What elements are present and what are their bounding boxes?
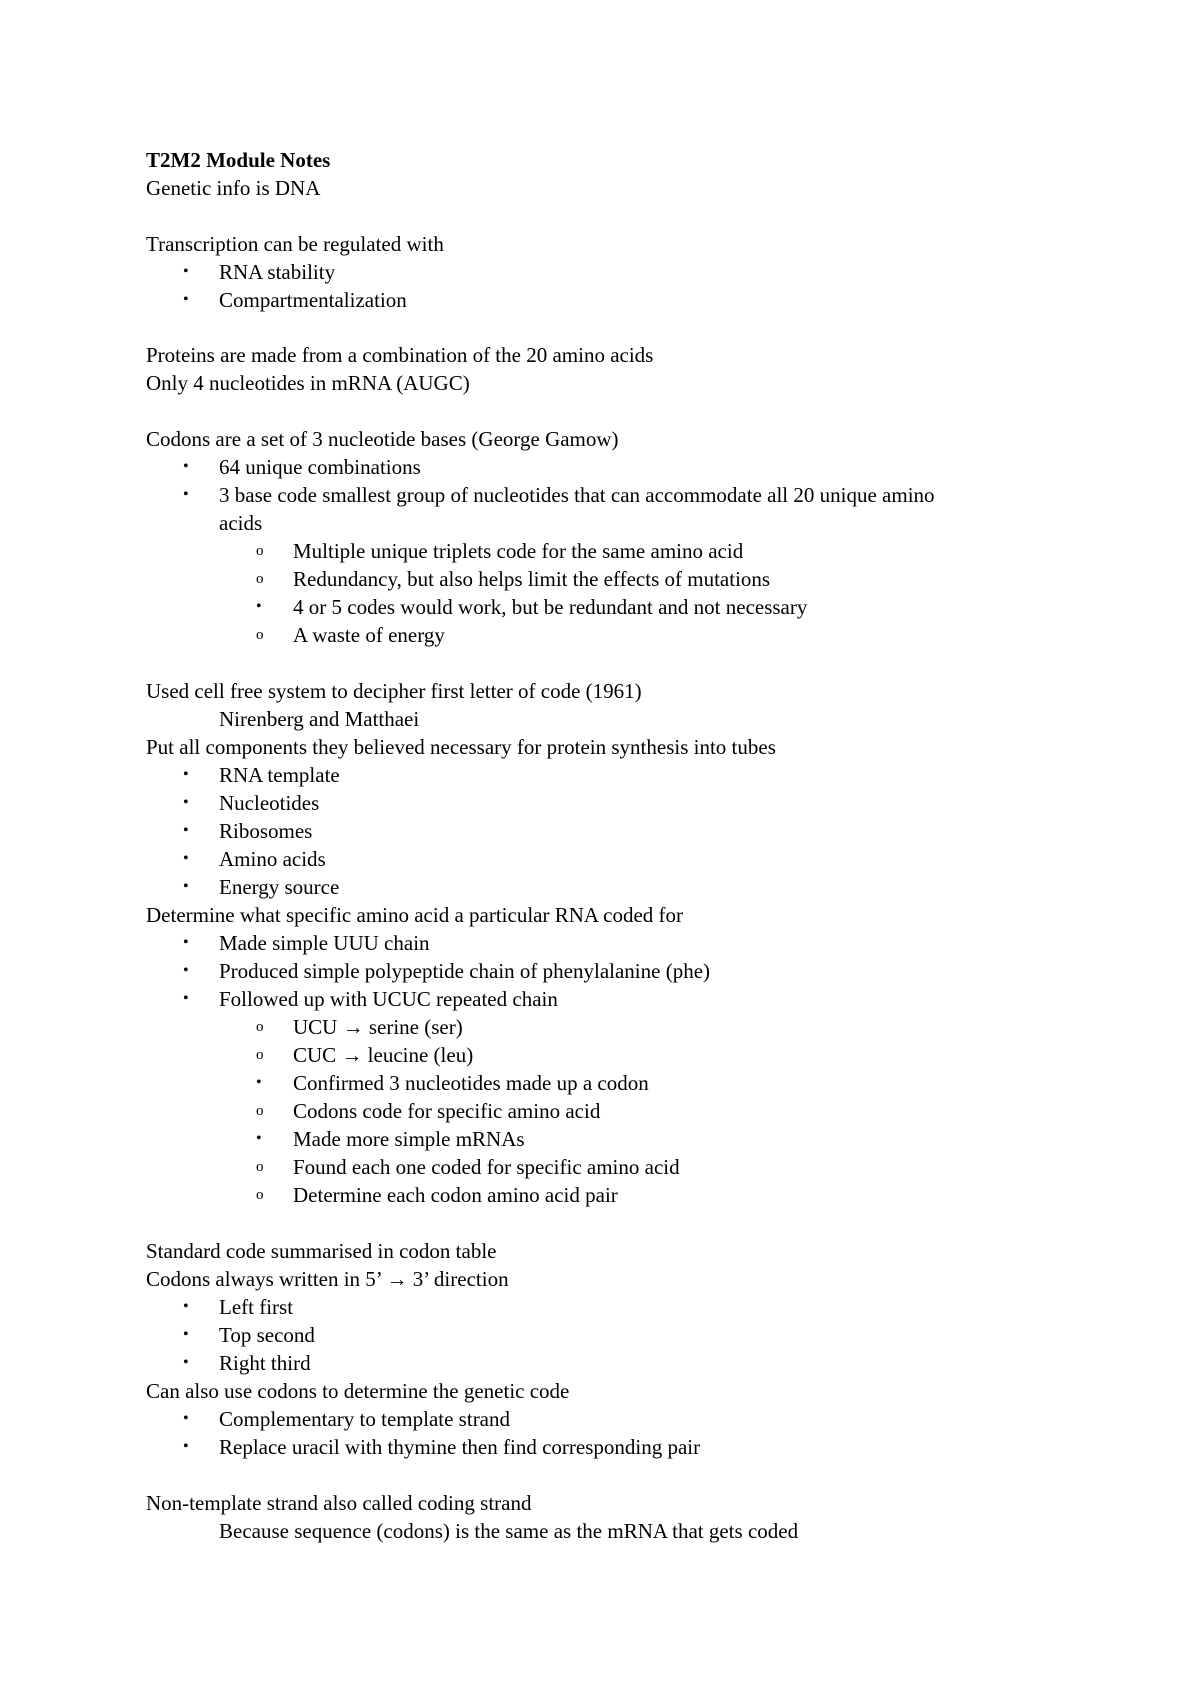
bullet-icon: • [183, 962, 189, 979]
text-line: Codons are a set of 3 nucleotide bases (George Gamow) [146, 427, 619, 451]
list-item: RNA template [219, 763, 340, 787]
bullet-icon: • [183, 263, 189, 280]
list-item: Produced simple polypeptide chain of phenylalanine (phe) [219, 959, 711, 983]
list-item: Followed up with UCUC repeated chain [219, 987, 558, 1011]
text-line: Used cell free system to decipher first letter of code (1961) [146, 679, 642, 703]
list-item: Complementary to template strand [219, 1407, 511, 1431]
bullet-icon: • [183, 1326, 189, 1343]
bullet-icon: • [183, 486, 189, 503]
list-item: Ribosomes [219, 819, 313, 843]
list-item: Top second [219, 1323, 315, 1347]
text-line: Only 4 nucleotides in mRNA (AUGC) [146, 371, 470, 395]
circle-bullet-icon: o [256, 1019, 264, 1035]
text-line: Non-template strand also called coding strand [146, 1491, 532, 1515]
list-item: Nucleotides [219, 791, 320, 815]
list-item: Replace uracil with thymine then find corresponding pair [219, 1435, 701, 1459]
bullet-icon: • [183, 458, 189, 475]
bullet-icon: • [183, 1354, 189, 1371]
bullet-icon: • [183, 934, 189, 951]
sub-list-item: Confirmed 3 nucleotides made up a codon [293, 1071, 649, 1095]
bullet-icon: • [183, 822, 189, 839]
text-line: Put all components they believed necessary for protein synthesis into tubes [146, 735, 776, 759]
sub-list-item: Codons code for specific amino acid [293, 1099, 601, 1123]
sub-list-item: Determine each codon amino acid pair [293, 1183, 618, 1207]
list-item: 3 base code smallest group of nucleotides that can accommodate all 20 unique amino [219, 483, 935, 507]
bullet-icon: • [183, 1410, 189, 1427]
sub-list-item: Found each one coded for specific amino acid [293, 1155, 680, 1179]
list-item: Right third [219, 1351, 311, 1375]
sub-list-item: Multiple unique triplets code for the same amino acid [293, 539, 744, 563]
circle-bullet-icon: o [256, 1187, 264, 1203]
text-line: Genetic info is DNA [146, 176, 321, 200]
text-line: Can also use codons to determine the genetic code [146, 1379, 570, 1403]
text-line: Determine what specific amino acid a particular RNA coded for [146, 903, 684, 927]
list-item: Compartmentalization [219, 288, 407, 312]
bullet-icon: • [256, 598, 262, 615]
list-item: Made simple UUU chain [219, 931, 430, 955]
circle-bullet-icon: o [256, 1103, 264, 1119]
bullet-icon: • [183, 291, 189, 308]
bullet-icon: • [183, 766, 189, 783]
sub-list-item: Redundancy, but also helps limit the effects of mutations [293, 567, 771, 591]
sub-list-item: UCU → serine (ser) [293, 1015, 463, 1039]
list-item-continuation: acids [219, 511, 263, 535]
bullet-icon: • [183, 850, 189, 867]
document-title: T2M2 Module Notes [146, 148, 331, 172]
bullet-icon: • [183, 1438, 189, 1455]
text-line: Codons always written in 5’ → 3’ direction [146, 1267, 509, 1291]
circle-bullet-icon: o [256, 1047, 264, 1063]
bullet-icon: • [183, 878, 189, 895]
circle-bullet-icon: o [256, 543, 264, 559]
circle-bullet-icon: o [256, 627, 264, 643]
text-line: Transcription can be regulated with [146, 232, 444, 256]
list-item: Amino acids [219, 847, 326, 871]
indented-line: Nirenberg and Matthaei [219, 707, 420, 731]
bullet-icon: • [256, 1130, 262, 1147]
text-line: Standard code summarised in codon table [146, 1239, 497, 1263]
indented-line: Because sequence (codons) is the same as the mRNA that gets coded [219, 1519, 799, 1543]
list-item: RNA stability [219, 260, 336, 284]
sub-list-item: A waste of energy [293, 623, 445, 647]
circle-bullet-icon: o [256, 571, 264, 587]
bullet-icon: • [183, 1298, 189, 1315]
sub-list-item: 4 or 5 codes would work, but be redundant and not necessary [293, 595, 808, 619]
bullet-icon: • [183, 990, 189, 1007]
bullet-icon: • [183, 794, 189, 811]
sub-list-item: CUC → leucine (leu) [293, 1043, 474, 1067]
list-item: Energy source [219, 875, 340, 899]
circle-bullet-icon: o [256, 1159, 264, 1175]
sub-list-item: Made more simple mRNAs [293, 1127, 525, 1151]
list-item: 64 unique combinations [219, 455, 421, 479]
bullet-icon: • [256, 1074, 262, 1091]
list-item: Left first [219, 1295, 294, 1319]
text-line: Proteins are made from a combination of the 20 amino acids [146, 343, 654, 367]
